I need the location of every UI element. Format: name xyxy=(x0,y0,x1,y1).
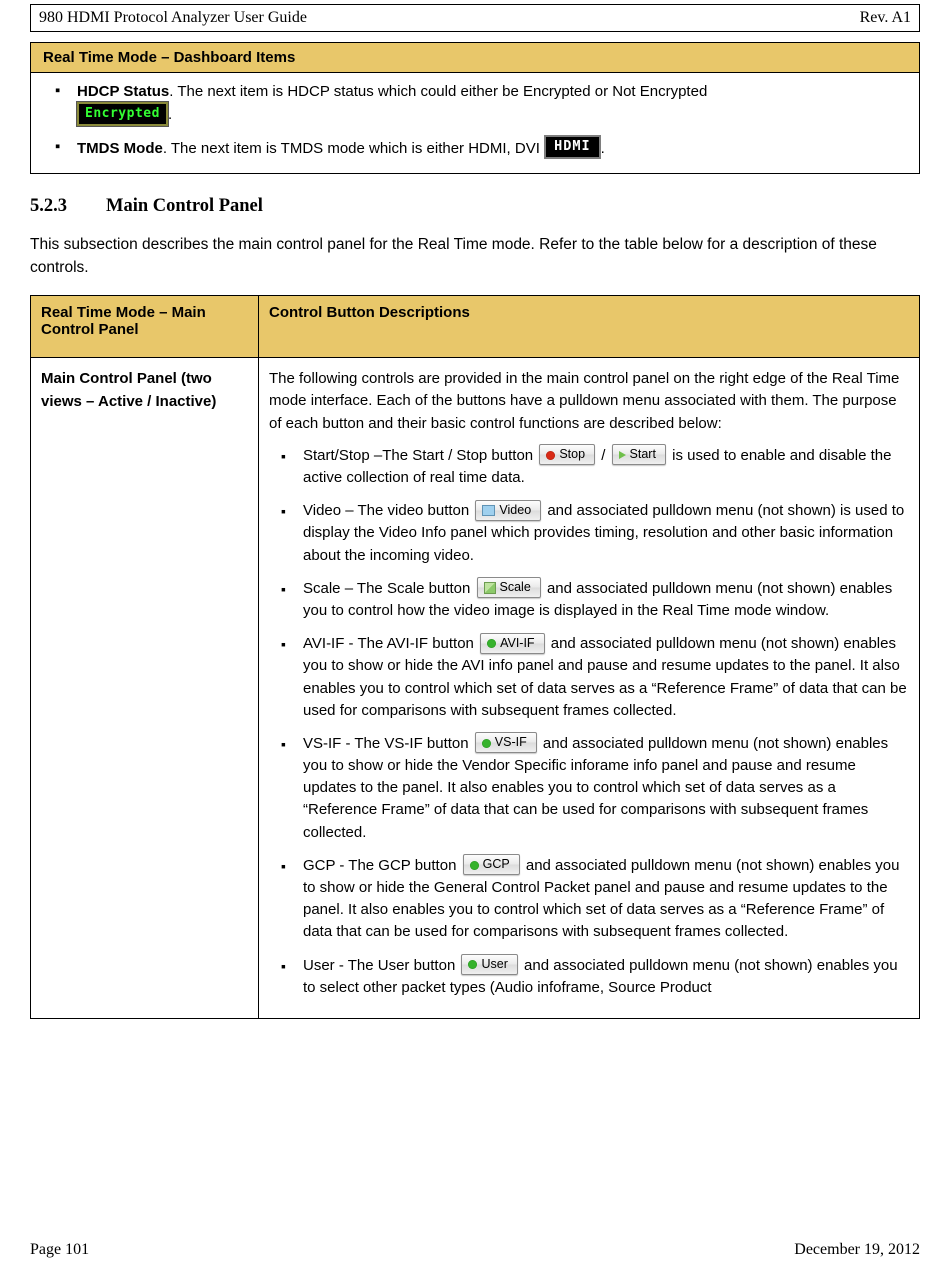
list-item-start-stop xyxy=(269,445,909,489)
list-item-gcp xyxy=(269,855,909,944)
gcp-button[interactable] xyxy=(463,854,520,875)
table-row xyxy=(31,358,920,1019)
start-button[interactable] xyxy=(612,444,666,465)
list-item-avi-if xyxy=(269,633,909,722)
list-item xyxy=(41,137,909,161)
button-separator: / xyxy=(601,446,606,464)
play-icon xyxy=(619,451,626,459)
dashboard-items-list xyxy=(41,81,909,161)
bullet-pre-text: User - The User button xyxy=(303,956,456,974)
table-header-col1: Real Time Mode – Main Control Panel xyxy=(31,296,259,358)
item-tail: . xyxy=(600,139,605,157)
status-dot-icon xyxy=(470,861,479,870)
table-header-col2: Control Button Descriptions xyxy=(259,296,920,358)
description-lead: The following controls are provided in the main control panel on the right edge of the Real Time mode interface. Each of the buttons have a pulldown menu associated with them. The purpose of each button and their basic control functions are described below: xyxy=(269,370,900,432)
stop-icon xyxy=(546,451,555,460)
hdmi-badge: HDMI xyxy=(544,135,601,159)
bullet-pre-text: GCP - The GCP button xyxy=(303,856,457,874)
bullet-post-text: is used to enable and disable the active collection of real time data. xyxy=(303,446,892,486)
document-revision: Rev. A1 xyxy=(859,9,911,26)
start-button-label: Start xyxy=(629,447,656,462)
video-button-label: Video xyxy=(499,502,532,517)
bullet-post-text: and associated pulldown menu (not shown) enables you to show or hide the AVI info panel and pause and resume updates to the panel. It also enables you to control which set of data serves as a “Reference Frame” of data that can be used for comparisons with subsequent frames collected. xyxy=(303,635,907,719)
bullet-pre-text: Start/Stop –The Start / Stop button xyxy=(303,446,534,464)
bullet-pre-text: Scale – The Scale button xyxy=(303,579,471,597)
vs-if-button-label: VS-IF xyxy=(494,735,527,750)
item-label: TMDS Mode xyxy=(77,139,163,157)
avi-if-button[interactable] xyxy=(480,633,545,654)
list-item-user xyxy=(269,955,909,999)
stop-button[interactable] xyxy=(539,444,595,465)
bullet-post-text: and associated pulldown menu (not shown) enables you to show or hide the Vendor Specific inforame info panel and pause and resume updates to the panel. It also enables you to control which set of data serves as a “Reference Frame” of data that can be used for comparisons with subsequent frames collected. xyxy=(303,734,889,841)
user-button-label: User xyxy=(481,957,508,972)
page-number: Page 101 xyxy=(30,1241,90,1258)
vs-if-button[interactable] xyxy=(475,732,537,753)
item-tail: . xyxy=(167,105,173,123)
main-table-wrapper xyxy=(30,279,920,1019)
section-intro-paragraph: This subsection describes the main control panel for the Real Time mode. Refer to the table below for a description of these controls. xyxy=(30,235,877,276)
item-text: . The next item is TMDS mode which is either HDMI, DVI xyxy=(162,139,540,157)
scale-button-label: Scale xyxy=(499,580,531,595)
footer-date: December 19, 2012 xyxy=(794,1241,920,1258)
callout-heading: Real Time Mode – Dashboard Items xyxy=(31,43,919,73)
control-button-list xyxy=(269,445,909,999)
encrypted-badge: Encrypted xyxy=(77,102,168,126)
item-label: HDCP Status xyxy=(77,83,170,100)
document-header xyxy=(30,4,920,32)
scale-button[interactable] xyxy=(477,577,541,598)
list-item-scale xyxy=(269,578,909,622)
table-row-label: Main Control Panel (two views – Active / Inactive) xyxy=(31,358,259,1019)
item-text: . The next item is HDCP status which could either be Encrypted or Not Encrypted xyxy=(169,83,708,100)
section-title: Main Control Panel xyxy=(106,195,263,216)
section-number: 5.2.3 xyxy=(30,195,67,216)
stop-button-label: Stop xyxy=(559,447,586,462)
bullet-pre-text: VS-IF - The VS-IF button xyxy=(303,734,469,752)
dashboard-items-callout xyxy=(30,42,920,174)
video-icon xyxy=(482,505,495,516)
status-dot-icon xyxy=(468,960,477,969)
document-page xyxy=(0,4,950,1271)
table-row-description xyxy=(259,358,920,1019)
bullet-pre-text: Video – The video button xyxy=(303,502,470,520)
avi-if-button-label: AVI-IF xyxy=(500,635,535,650)
user-button[interactable] xyxy=(461,954,517,975)
table-header-row xyxy=(31,296,920,358)
callout-body xyxy=(31,73,919,173)
list-item xyxy=(41,81,909,127)
document-title: 980 HDMI Protocol Analyzer User Guide xyxy=(39,9,307,26)
bullet-post-text: and associated pulldown menu (not shown) enables you to control how the video image is displayed in the Real Time mode window. xyxy=(303,579,893,619)
bullet-post-text: and associated pulldown menu (not shown) enables you to select other packet types (Audio infoframe, Source Product xyxy=(303,956,898,996)
list-item-video xyxy=(269,500,909,567)
video-button[interactable] xyxy=(475,500,541,521)
bullet-post-text: and associated pulldown menu (not shown) is used to display the Video Info panel which provides timing, resolution and other basic information about the incoming video. xyxy=(303,502,905,564)
list-item-vs-if xyxy=(269,733,909,844)
gcp-button-label: GCP xyxy=(482,857,510,872)
status-dot-icon xyxy=(482,739,491,748)
bullet-post-text: and associated pulldown menu (not shown) enables you to show or hide the General Control Packet panel and pause and resume updates to the panel. It also enables you to control which set of data serves as a “Reference Frame” of data that can be used for comparisons with subsequent frames collected. xyxy=(303,856,900,941)
document-footer xyxy=(30,1235,920,1259)
main-control-panel-table xyxy=(30,295,920,1019)
section-heading xyxy=(30,196,920,217)
scale-icon xyxy=(484,582,496,594)
status-dot-icon xyxy=(487,639,496,648)
bullet-pre-text: AVI-IF - The AVI-IF button xyxy=(303,635,474,653)
